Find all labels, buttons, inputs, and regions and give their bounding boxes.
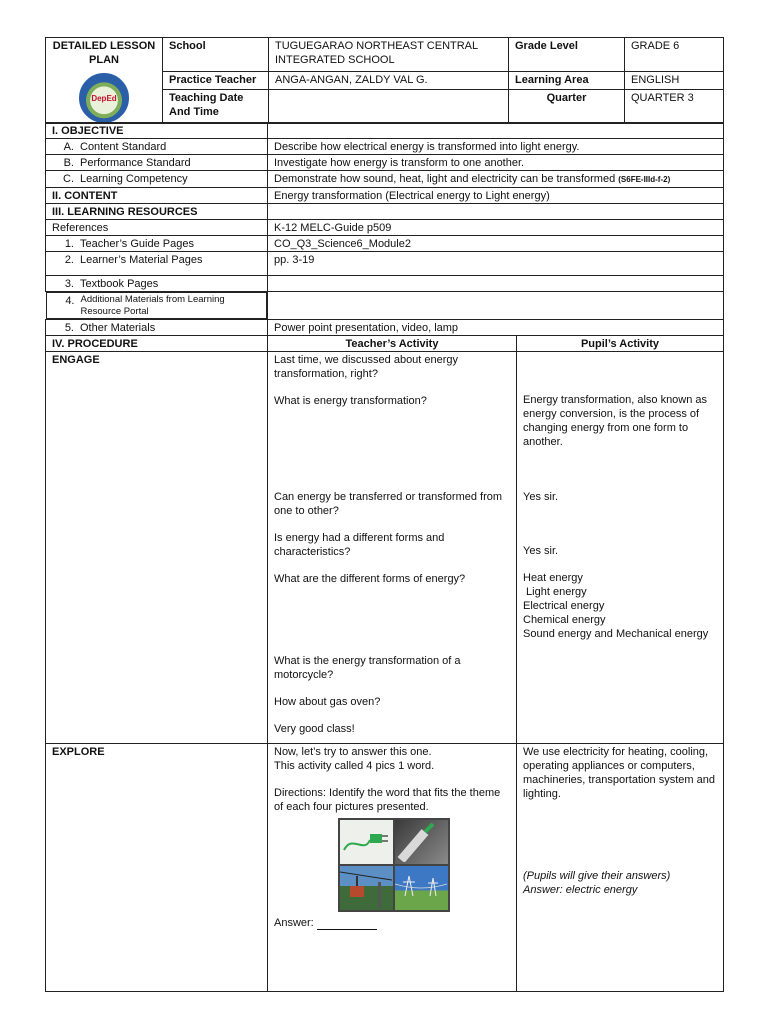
performance-standard-label: B. Performance Standard — [46, 155, 268, 171]
charger-picture — [395, 820, 448, 864]
answer-blank — [317, 918, 377, 930]
cable-car-picture — [340, 866, 393, 910]
engage-p5-light: Light energy — [523, 586, 587, 598]
teacher-value: ANGA-ANGAN, ZALDY VAL G. — [269, 71, 509, 89]
grade-value: GRADE 6 — [625, 38, 724, 72]
competency-code: (S6FE-IIId-f-2) — [618, 175, 671, 184]
lesson-table — [45, 122, 724, 992]
performance-standard-value: Investigate how energy is transform to one another. — [268, 155, 724, 171]
other-materials-label: 5. Other Materials — [46, 320, 268, 336]
explore-pupil-cell — [517, 744, 724, 992]
date-value — [269, 90, 509, 124]
objective-heading: I. OBJECTIVE — [46, 123, 268, 139]
area-label: Learning Area — [509, 71, 625, 89]
other-materials-value: Power point presentation, video, lamp — [268, 320, 724, 336]
learning-competency-label: C. Learning Competency — [46, 171, 268, 188]
explore-t3: Directions: Identify the word that fits the theme of each four pictures presented. — [274, 787, 501, 813]
explore-p3: Answer: electric energy — [523, 884, 638, 896]
grade-label: Grade Level — [509, 38, 625, 72]
engage-p5-sound: Sound energy and Mechanical energy — [523, 628, 709, 640]
references-label: References — [46, 220, 268, 236]
engage-p5-heat: Heat energy — [523, 572, 583, 584]
explore-teacher-cell — [268, 744, 517, 992]
header-table — [45, 37, 724, 124]
quarter-label: Quarter — [509, 90, 625, 124]
content-heading: II. CONTENT — [46, 188, 268, 204]
logo-text: DepEd — [91, 94, 117, 103]
teacher-activity-header: Teacher’s Activity — [268, 336, 517, 352]
school-value: TUGUEGARAO NORTHEAST CENTRAL INTEGRATED SCHOOL — [269, 38, 509, 72]
explore-t2: This activity called 4 pics 1 word. — [274, 760, 435, 772]
textbook-pages-label: 3. Textbook Pages — [46, 276, 268, 292]
four-pics-grid — [338, 818, 450, 912]
explore-p2: (Pupils will give their answers) — [523, 870, 671, 882]
power-lines-picture — [395, 866, 448, 910]
references-value: K-12 MELC-Guide p509 — [268, 220, 724, 236]
engage-p2: Energy transformation, also known as energy conversion, is the process of changing energy from one form to another. — [523, 394, 708, 448]
tg-pages-value: CO_Q3_Science6_Module2 — [268, 236, 724, 252]
learning-competency-value: Demonstrate how sound, heat, light and electricity can be transformed (S6FE-IIId-f-2) — [268, 171, 724, 188]
engage-p4: Yes sir. — [523, 545, 559, 557]
engage-teacher-cell — [268, 352, 517, 744]
resources-empty — [268, 204, 724, 220]
plug-picture — [340, 820, 393, 864]
engage-t4: Is energy had a different forms and characteristics? — [274, 532, 445, 558]
content-standard-value: Describe how electrical energy is transformed into light energy. — [268, 139, 724, 155]
school-label: School — [163, 38, 269, 72]
content-standard-label: A. Content Standard — [46, 139, 268, 155]
additional-materials-value — [268, 292, 724, 320]
engage-t7: How about gas oven? — [274, 696, 381, 708]
engage-p3: Yes sir. — [523, 491, 559, 503]
engage-t1: Last time, we discussed about energy transformation, right? — [274, 354, 459, 380]
explore-t1: Now, let’s try to answer this one. — [274, 746, 432, 758]
engage-p5-chemical: Chemical energy — [523, 614, 606, 626]
title-cell — [46, 38, 163, 124]
explore-p1: We use electricity for heating, cooling, operating appliances or computers, machineries, transportation system and lighting. — [523, 746, 715, 800]
textbook-pages-value — [268, 276, 724, 292]
engage-pupil-cell — [517, 352, 724, 744]
date-label: Teaching Date And Time — [163, 90, 269, 124]
lm-pages-label: 2. Learner’s Material Pages — [46, 252, 268, 276]
pupil-activity-header: Pupil’s Activity — [517, 336, 724, 352]
engage-t6: What is the energy transformation of a motorcycle? — [274, 655, 461, 681]
engage-t8: Very good class! — [274, 723, 355, 735]
deped-logo — [79, 73, 129, 123]
engage-t2: What is energy transformation? — [274, 395, 427, 407]
engage-t5: What are the different forms of energy? — [274, 573, 466, 585]
resources-heading: III. LEARNING RESOURCES — [46, 204, 268, 220]
lesson-plan-title: DETAILED LESSON PLAN — [52, 40, 156, 66]
answer-prompt: Answer: — [274, 916, 510, 930]
engage-t3: Can energy be transferred or transformed from one to other? — [274, 491, 503, 517]
engage-label: ENGAGE — [46, 352, 268, 744]
area-value: ENGLISH — [625, 71, 724, 89]
explore-label: EXPLORE — [46, 744, 268, 992]
tg-pages-label: 1. Teacher’s Guide Pages — [46, 236, 268, 252]
engage-p5-electrical: Electrical energy — [523, 600, 605, 612]
lm-pages-value: pp. 3-19 — [268, 252, 724, 276]
quarter-value: QUARTER 3 — [625, 90, 724, 124]
teacher-label: Practice Teacher — [163, 71, 269, 89]
objective-empty — [268, 123, 724, 139]
procedure-heading: IV. PROCEDURE — [46, 336, 268, 352]
additional-materials-label: 4. Additional Materials from Learning Resource Portal — [46, 292, 268, 319]
content-value: Energy transformation (Electrical energy to Light energy) — [268, 188, 724, 204]
